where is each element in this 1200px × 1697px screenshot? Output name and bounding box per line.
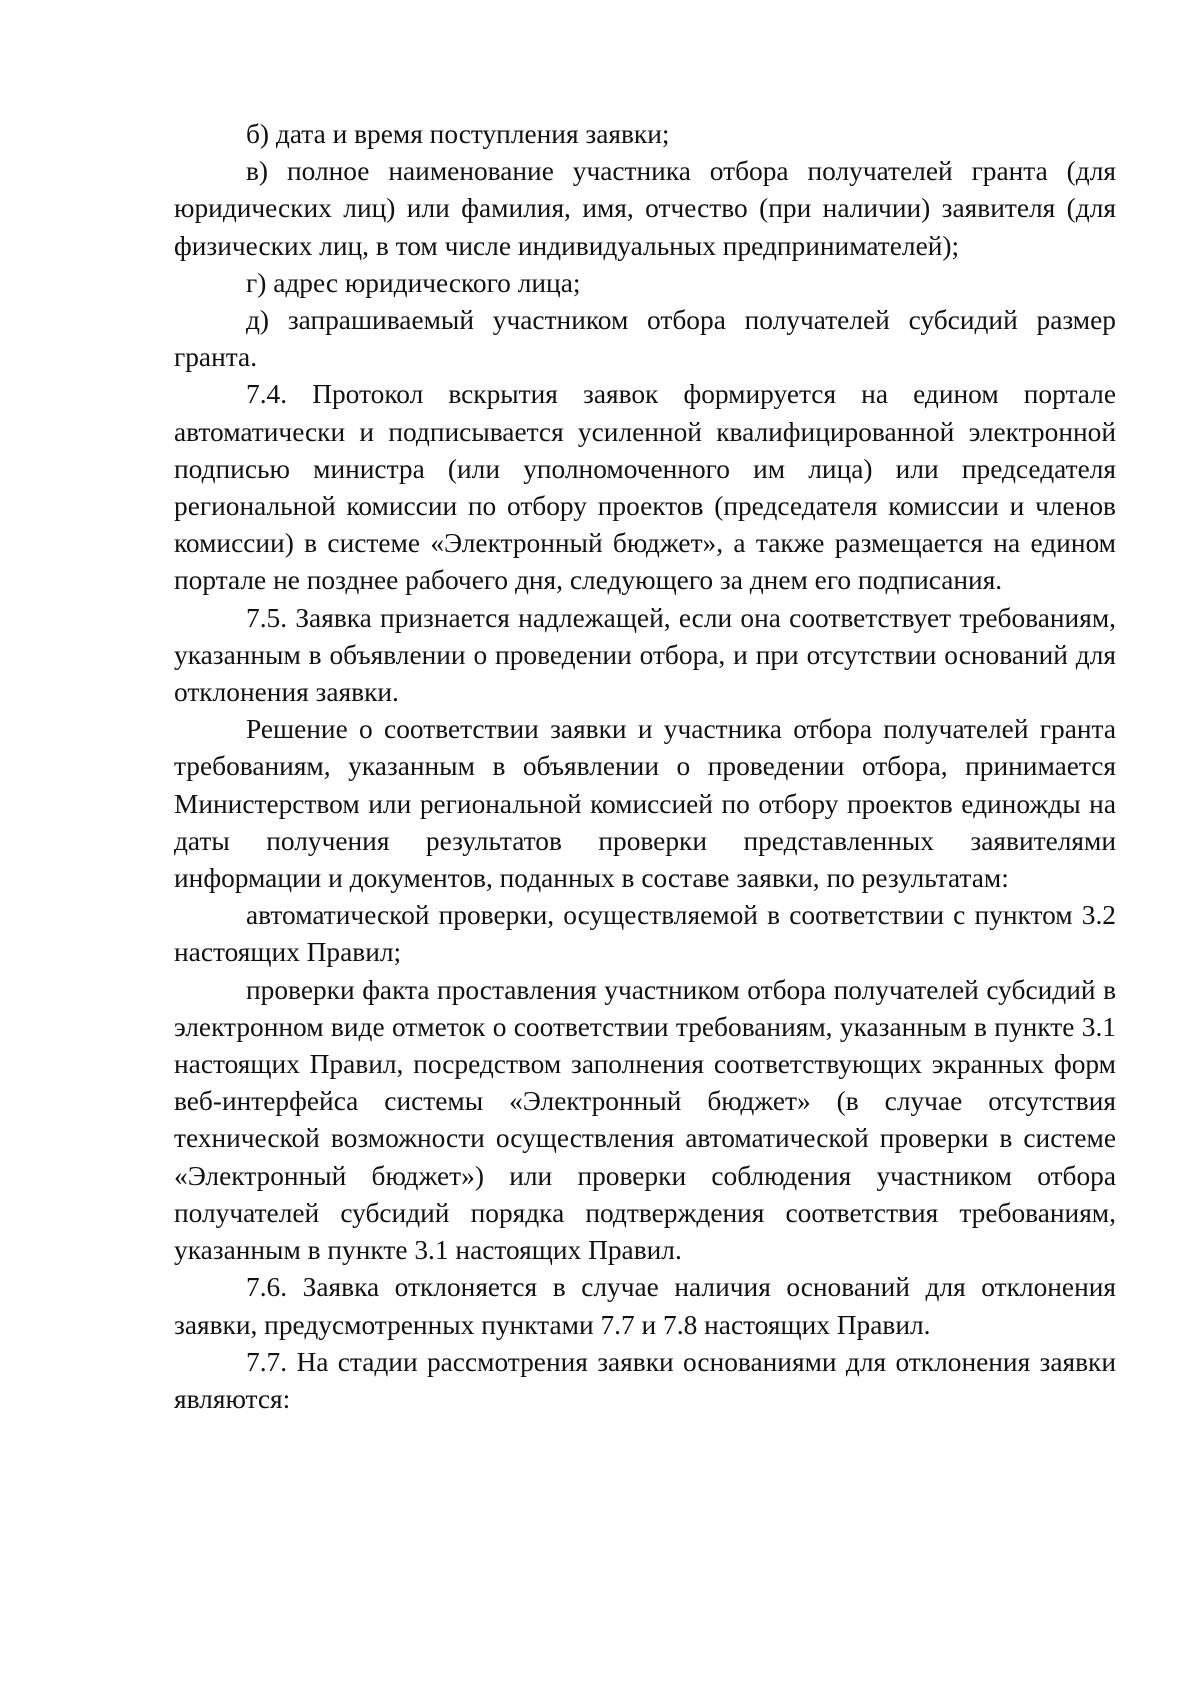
- paragraph-item-v: в) полное наименование участника отбора получателей гранта (для юридических лиц) или фамилия, имя, отчество (при наличии) заявителя (для физических лиц, в том числе индивидуальных предпринимателей);: [174, 156, 1116, 261]
- paragraph-item-b: б) дата и время поступления заявки;: [246, 119, 670, 149]
- paragraph-7-7: 7.7. На стадии рассмотрения заявки основаниями для отклонения заявки являются:: [174, 1346, 1116, 1414]
- paragraph-auto-check: автоматической проверки, осуществляемой в соответствии с пунктом 3.2 настоящих Правил;: [174, 900, 1116, 968]
- paragraph-item-d: д) запрашиваемый участником отбора получателей субсидий размер гранта.: [174, 305, 1116, 373]
- document-body: [174, 116, 1116, 1418]
- paragraph-item-g: г) адрес юридического лица;: [246, 267, 581, 298]
- paragraph-manual-check: проверки факта проставления участником отбора получателей субсидий в электронном виде отметок о соответствии требованиям, указанным в пункте 3.1 настоящих Правил, посредством заполнения соответствующих экранных форм веб-интерфейса системы «Электронный бюджет» (в случае отсутствия технической возможности осуществления автоматической проверки в системе «Электронный бюджет») или проверки соблюдения участником отбора получателей субсидий порядка подтверждения соответствия требованиям, указанным в пункте 3.1 настоящих Правил.: [174, 974, 1116, 1266]
- paragraph-7-5: 7.5. Заявка признается надлежащей, если она соответствует требованиям, указанным в объявлении о проведении отбора, и при отсутствии оснований для отклонения заявки.: [174, 602, 1116, 708]
- paragraph-7-4: 7.4. Протокол вскрытия заявок формируется на едином портале автоматически и подписывается усиленной квалифицированной электронной подписью министра (или уполномоченного им лица) или председателя региональной комиссии по отбору проектов (председателя комиссии и членов комиссии) в системе «Электронный бюджет», а также размещается на едином портале не позднее рабочего дня, следующего за днем его подписания.: [174, 379, 1116, 596]
- paragraph-decision: Решение о соответствии заявки и участника отбора получателей гранта требованиям, указанным в объявлении о проведении отбора, принимается Министерством или региональной комиссией по отбору проектов единожды на даты получения результатов проверки представленных заявителями информации и документов, поданных в составе заявки, по результатам:: [174, 714, 1116, 894]
- paragraph-7-6: 7.6. Заявка отклоняется в случае наличия оснований для отклонения заявки, предусмотренных пунктами 7.7 и 7.8 настоящих Правил.: [174, 1272, 1116, 1340]
